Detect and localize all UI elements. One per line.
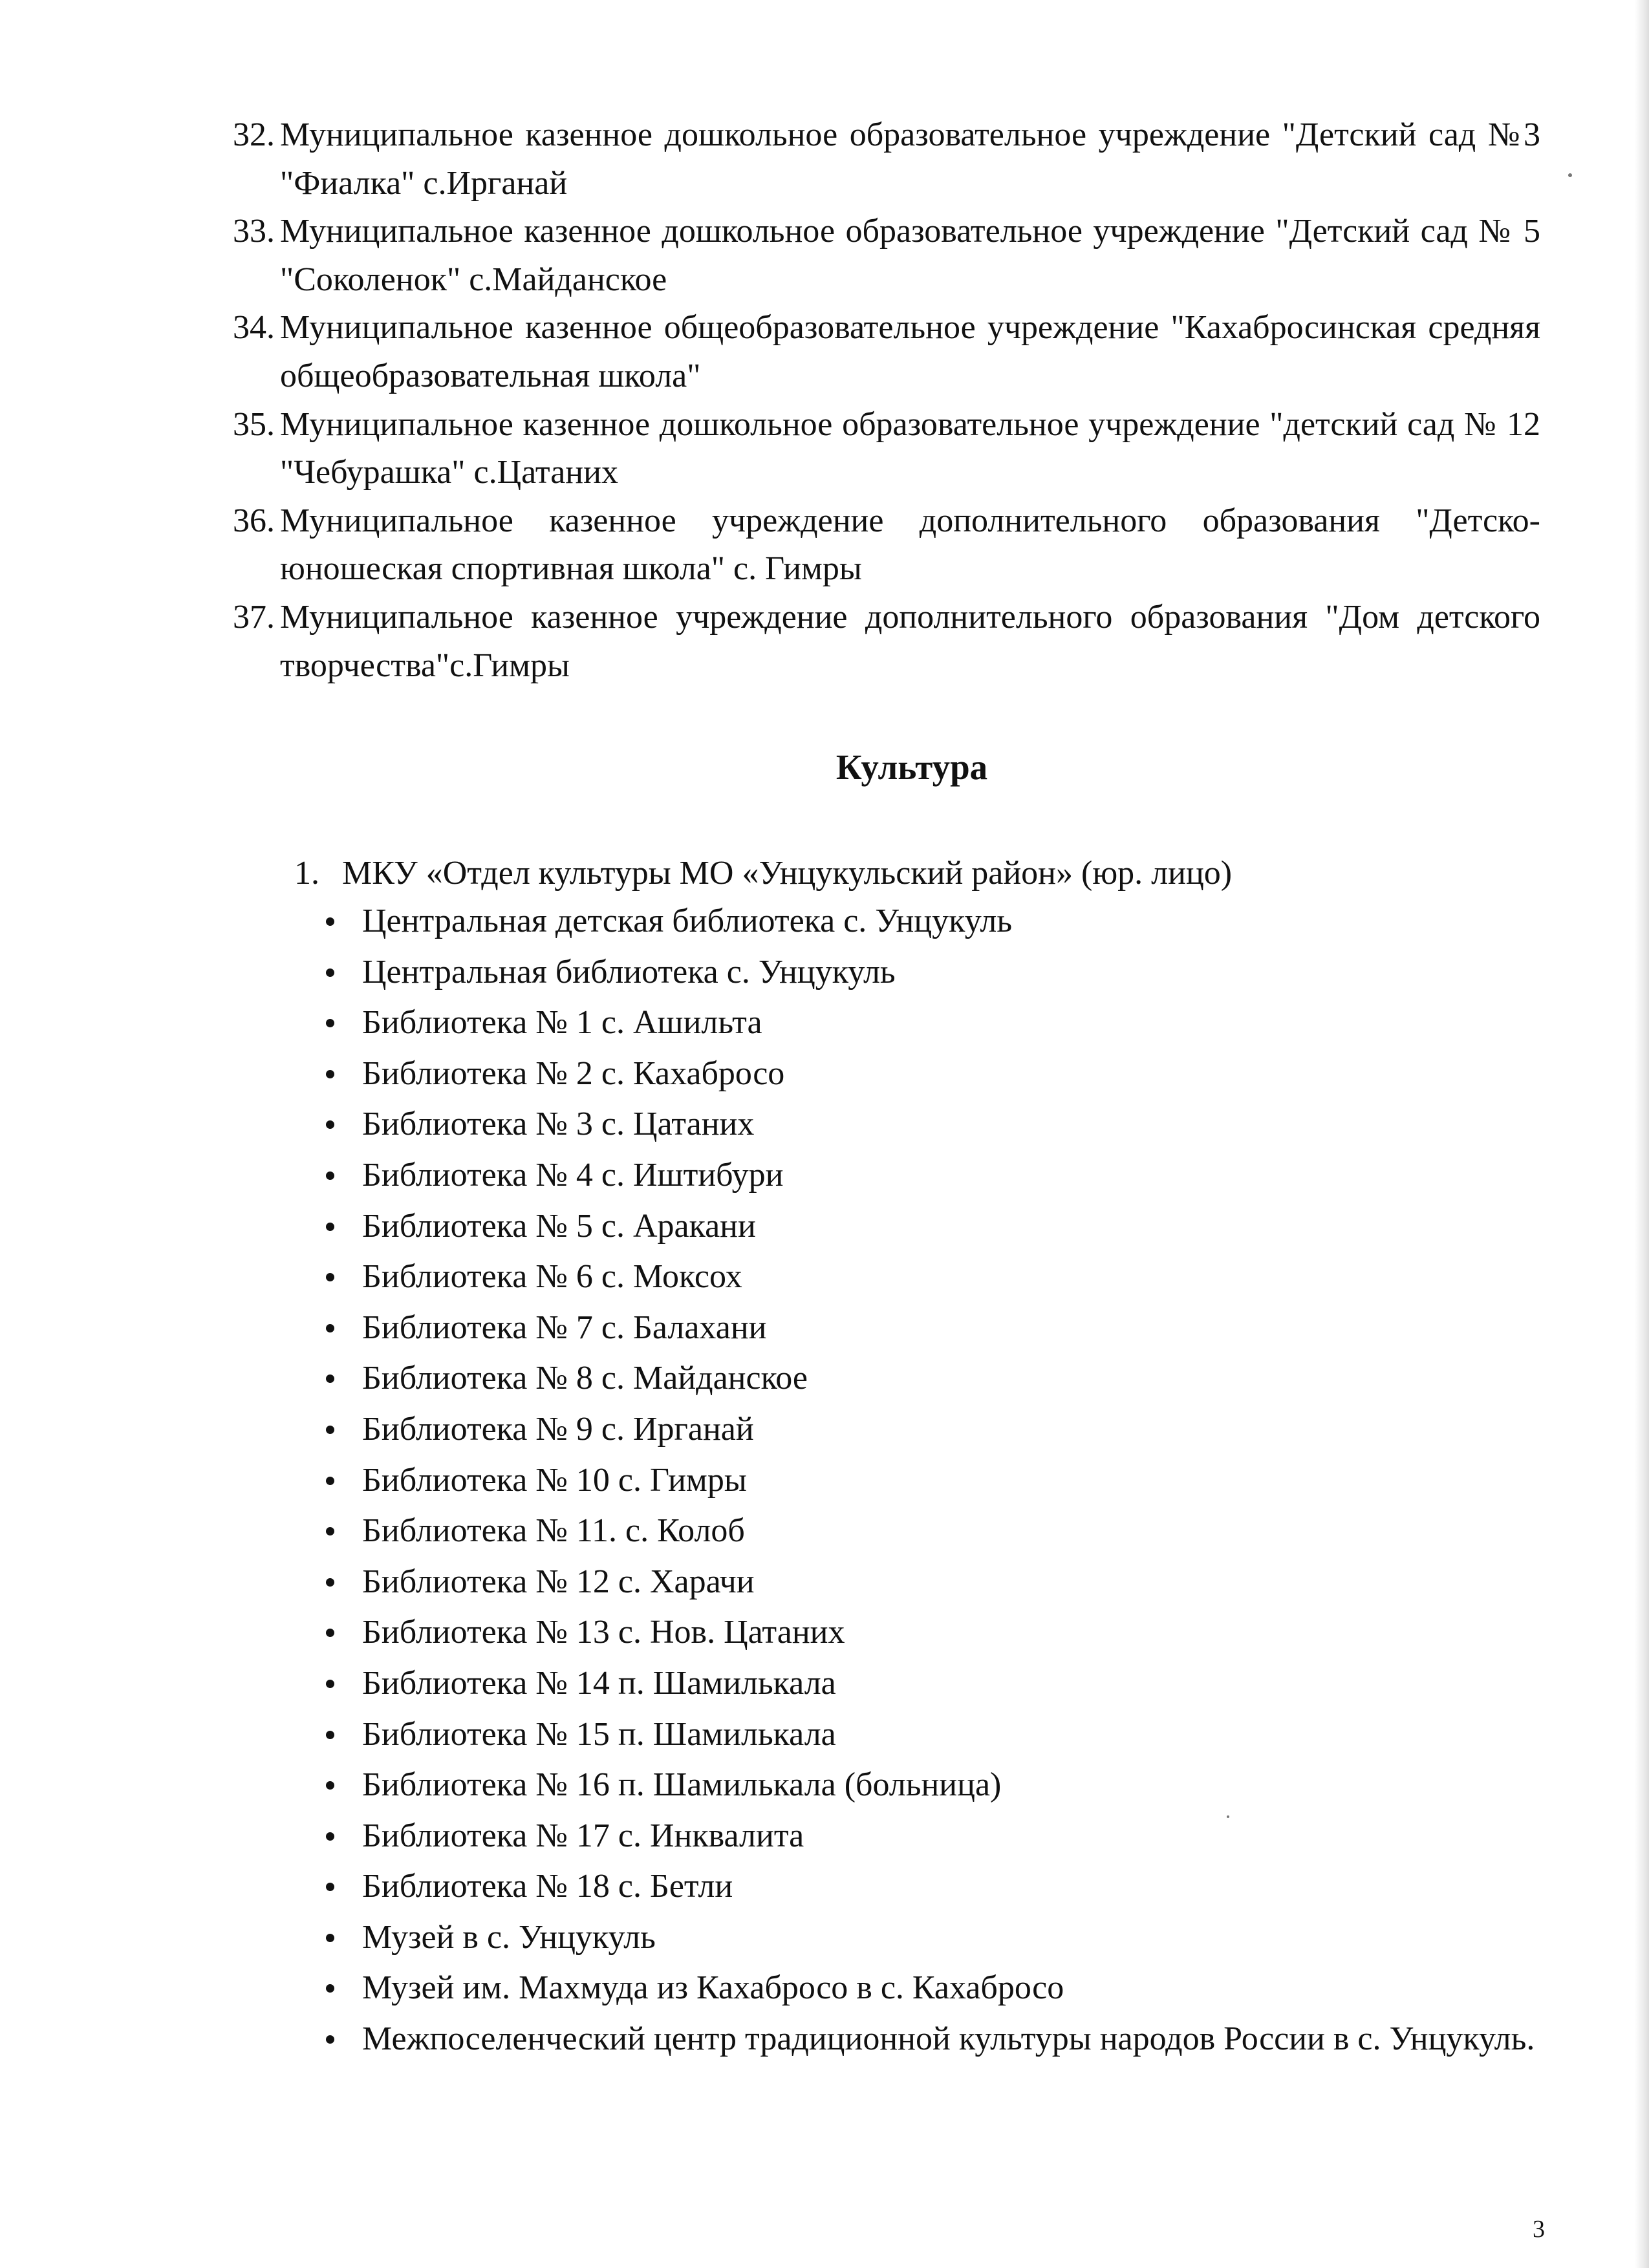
item-text: Библиотека № 5 с. Аракани <box>362 1207 756 1245</box>
list-item <box>213 594 1540 690</box>
section-title: Культура <box>835 747 988 787</box>
item-text: Центральная библиотека с. Унцукуль <box>362 953 896 990</box>
organization-heading <box>294 851 1232 896</box>
item-text: Библиотека № 1 с. Ашильта <box>362 1004 762 1042</box>
item-text: Библиотека № 10 с. Гимры <box>362 1461 747 1499</box>
list-item <box>213 401 1540 497</box>
list-item <box>213 896 1540 947</box>
list-item <box>213 208 1540 304</box>
scan-speck <box>1568 173 1572 177</box>
institutions-list <box>213 111 1540 690</box>
item-text: Библиотека № 7 с. Балахани <box>362 1309 767 1346</box>
item-text: Муниципальное казенное дошкольное образовательное учреждение "Детский сад №3 "Фиалка" с.Ирганай <box>280 116 1540 202</box>
bullet-icon <box>326 968 334 977</box>
item-number: 35. <box>233 405 275 443</box>
item-text: Библиотека № 9 с. Ирганай <box>362 1410 754 1448</box>
item-text: Библиотека № 11. с. Колоб <box>362 1512 745 1550</box>
item-text: Библиотека № 13 с. Нов. Цатаних <box>362 1614 845 1651</box>
culture-facilities-list <box>213 896 1540 2065</box>
bullet-icon <box>326 1171 334 1180</box>
list-item <box>213 998 1540 1049</box>
list-item <box>213 1557 1540 1608</box>
item-text: Библиотека № 6 с. Моксох <box>362 1258 742 1296</box>
item-number: 33. <box>233 213 275 250</box>
item-text: Библиотека № 3 с. Цатаних <box>362 1106 755 1143</box>
bullet-icon <box>326 1629 334 1637</box>
bullet-icon <box>326 1019 334 1027</box>
organization-number: 1. <box>294 855 319 892</box>
list-item <box>213 497 1540 594</box>
list-item <box>213 947 1540 998</box>
list-item <box>213 1506 1540 1557</box>
list-item <box>213 1760 1540 1811</box>
list-item <box>213 1811 1540 1862</box>
bullet-icon <box>326 1883 334 1891</box>
list-item <box>213 1658 1540 1709</box>
item-number: 32. <box>233 116 275 153</box>
bullet-icon <box>326 1781 334 1790</box>
bullet-icon <box>326 1426 334 1434</box>
item-text: Музей в с. Унцукуль <box>362 1918 656 1956</box>
list-item <box>213 1404 1540 1455</box>
item-text: Библиотека № 12 с. Харачи <box>362 1563 755 1600</box>
bullet-icon <box>326 1070 334 1078</box>
page-number: 3 <box>1533 2216 1545 2243</box>
bullet-icon <box>326 1680 334 1688</box>
page-edge-shadow <box>1635 0 1649 2268</box>
bullet-icon <box>326 1578 334 1587</box>
item-text: Музей им. Махмуда из Кахабросо в с. Кахабросо <box>362 1969 1064 2007</box>
item-text: Библиотека № 16 п. Шамилькала (больница) <box>362 1766 1002 1804</box>
list-item <box>213 111 1540 208</box>
item-text: Межпоселенческий центр традиционной культуры народов России в с. Унцукуль. <box>362 2020 1535 2058</box>
list-item <box>213 1912 1540 1963</box>
item-number: 34. <box>233 309 275 347</box>
item-text: Библиотека № 4 с. Иштибури <box>362 1156 784 1193</box>
list-item <box>213 2014 1540 2065</box>
bullet-icon <box>326 1477 334 1485</box>
item-text: Муниципальное казенное общеобразовательное учреждение "Кахабросинская средняя общеобразовательная школа" <box>280 309 1540 394</box>
list-item <box>213 1861 1540 1912</box>
item-text: Библиотека № 2 с. Кахабросо <box>362 1054 785 1092</box>
list-item <box>213 1303 1540 1354</box>
list-item <box>213 1201 1540 1252</box>
bullet-icon <box>326 1731 334 1739</box>
item-number: 37. <box>233 598 275 636</box>
bullet-icon <box>326 1120 334 1129</box>
item-text: Библиотека № 14 п. Шамилькала <box>362 1664 836 1702</box>
list-item <box>213 1455 1540 1506</box>
bullet-icon <box>326 917 334 926</box>
bullet-icon <box>326 1223 334 1231</box>
item-text: Муниципальное казенное дошкольное образовательное учреждение "детский сад № 12 "Чебурашка" с.Цатаних <box>280 405 1540 491</box>
organization-name: МКУ «Отдел культуры МО «Унцукульский район» (юр. лицо) <box>342 855 1233 892</box>
item-text: Муниципальное казенное учреждение дополнительного образования "Дом детского творчества"с.Гимры <box>280 598 1540 684</box>
list-item <box>213 1252 1540 1303</box>
bullet-icon <box>326 1934 334 1942</box>
bullet-icon <box>326 1273 334 1281</box>
item-text: Библиотека № 18 с. Бетли <box>362 1868 733 1905</box>
bullet-icon <box>326 1527 334 1535</box>
item-text: Центральная детская библиотека с. Унцукуль <box>362 903 1013 939</box>
bullet-icon <box>326 1984 334 1993</box>
item-text: Муниципальное казенное дошкольное образовательное учреждение "Детский сад № 5 "Соколенок" с.Майданское <box>280 213 1540 298</box>
list-item <box>213 1963 1540 2014</box>
list-item <box>213 1607 1540 1658</box>
list-item <box>213 1099 1540 1150</box>
bullet-icon <box>326 1832 334 1841</box>
list-item <box>213 1709 1540 1760</box>
item-text: Библиотека № 15 п. Шамилькала <box>362 1715 836 1753</box>
bullet-icon <box>326 1375 334 1383</box>
list-item <box>213 1150 1540 1201</box>
list-item <box>213 304 1540 400</box>
item-text: Библиотека № 8 с. Майданское <box>362 1360 808 1397</box>
bullet-icon <box>326 1324 334 1332</box>
bullet-icon <box>326 2035 334 2044</box>
item-number: 36. <box>233 502 275 539</box>
list-item <box>213 1353 1540 1404</box>
item-text: Муниципальное казенное учреждение дополнительного образования "Детско-юношеская спортивная школа" с. Гимры <box>280 502 1540 588</box>
list-item <box>213 1049 1540 1100</box>
item-text: Библиотека № 17 с. Инквалита <box>362 1817 804 1854</box>
